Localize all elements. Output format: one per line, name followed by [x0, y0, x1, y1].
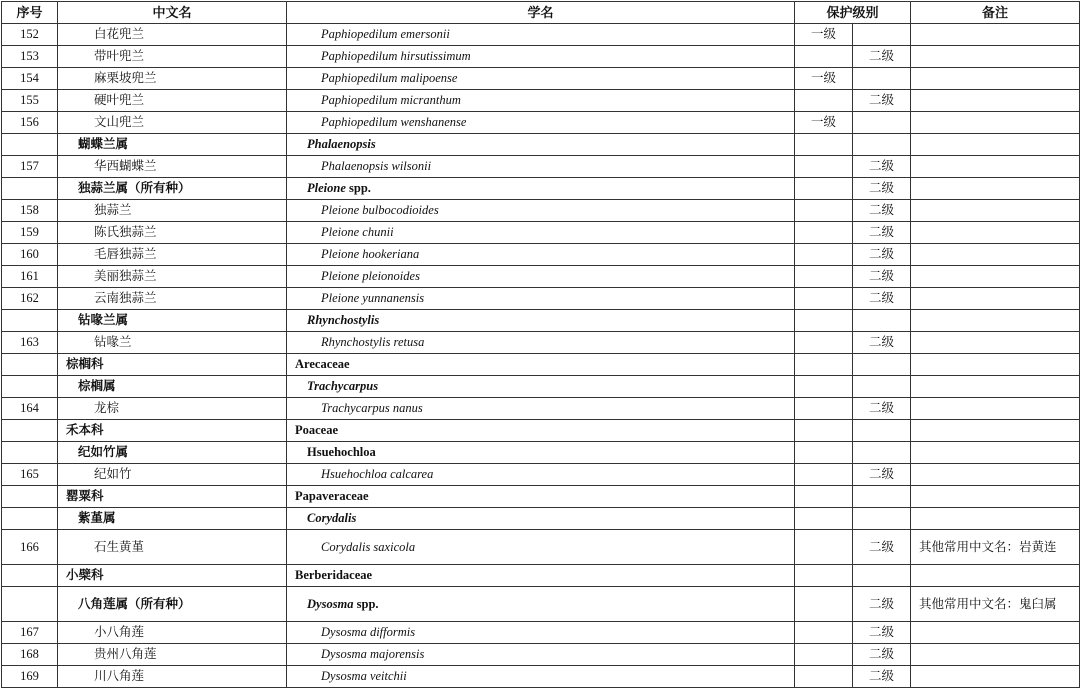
table-row: [2, 46, 1080, 68]
notes: [911, 666, 1080, 688]
protection-level-2: [853, 376, 911, 398]
chinese-name: 棕榈科: [58, 354, 287, 376]
protection-level-2: 二级: [853, 178, 911, 200]
protection-level-2: 二级: [853, 530, 911, 565]
protection-level-2: 二级: [853, 46, 911, 68]
chinese-name: 文山兜兰: [58, 112, 287, 134]
family-row: [2, 565, 1080, 587]
scientific-name-text: Pleione pleionoides: [321, 269, 420, 283]
protection-level-1: [795, 156, 853, 178]
row-number: 162: [2, 288, 58, 310]
protection-level-2: [853, 310, 911, 332]
scientific-name: [287, 622, 795, 644]
chinese-name: 禾本科: [58, 420, 287, 442]
scientific-name-text: Berberidaceae: [295, 568, 373, 582]
chinese-name: 龙棕: [58, 398, 287, 420]
notes: [911, 288, 1080, 310]
table-row: [2, 530, 1080, 565]
protection-level-1: 一级: [795, 112, 853, 134]
header-scientific-name: 学名: [287, 2, 795, 24]
protection-level-1: [795, 420, 853, 442]
protection-level-1: [795, 46, 853, 68]
table-row: [2, 644, 1080, 666]
scientific-name: [287, 398, 795, 420]
scientific-name: [287, 24, 795, 46]
scientific-name: [287, 508, 795, 530]
scientific-name: [287, 376, 795, 398]
chinese-name: 小八角莲: [58, 622, 287, 644]
scientific-name-text: Trachycarpus: [307, 379, 379, 393]
protection-level-2: 二级: [853, 222, 911, 244]
protection-level-1: 一级: [795, 68, 853, 90]
chinese-name: 八角莲属（所有种）: [58, 587, 287, 622]
protection-level-2: [853, 354, 911, 376]
row-number: [2, 178, 58, 200]
protection-level-1: [795, 398, 853, 420]
scientific-name: [287, 266, 795, 288]
notes: [911, 222, 1080, 244]
protection-level-2: [853, 68, 911, 90]
row-number: [2, 442, 58, 464]
scientific-name-suffix: spp.: [353, 596, 379, 611]
chinese-name: 独蒜兰属（所有种）: [58, 178, 287, 200]
chinese-name: 带叶兜兰: [58, 46, 287, 68]
chinese-name: 白花兜兰: [58, 24, 287, 46]
genus-row: [2, 178, 1080, 200]
protection-level-2: 二级: [853, 622, 911, 644]
protection-level-2: [853, 112, 911, 134]
scientific-name: [287, 332, 795, 354]
genus-row: [2, 310, 1080, 332]
protection-level-1: [795, 178, 853, 200]
scientific-name-text: Dysosma: [307, 596, 354, 611]
chinese-name: 毛唇独蒜兰: [58, 244, 287, 266]
protection-level-1: [795, 587, 853, 622]
chinese-name: 钻喙兰属: [58, 310, 287, 332]
chinese-name: 纪如竹: [58, 464, 287, 486]
protected-species-table: [1, 1, 1080, 688]
scientific-name-text: Paphiopedilum wenshanense: [321, 115, 467, 129]
chinese-name: 麻栗坡兜兰: [58, 68, 287, 90]
scientific-name-text: Pleione yunnanensis: [321, 291, 425, 305]
scientific-name-text: Hsuehochloa calcarea: [321, 467, 434, 481]
chinese-name: 川八角莲: [58, 666, 287, 688]
notes: [911, 68, 1080, 90]
row-number: [2, 486, 58, 508]
scientific-name: [287, 68, 795, 90]
protection-level-1: [795, 644, 853, 666]
chinese-name: 纪如竹属: [58, 442, 287, 464]
row-number: 161: [2, 266, 58, 288]
header-chinese-name: 中文名: [58, 2, 287, 24]
row-number: 156: [2, 112, 58, 134]
scientific-name: [287, 666, 795, 688]
scientific-name-text: Poaceae: [295, 423, 339, 437]
notes: [911, 464, 1080, 486]
chinese-name: 华西蝴蝶兰: [58, 156, 287, 178]
protection-level-2: 二级: [853, 288, 911, 310]
protection-level-1: [795, 530, 853, 565]
protection-level-1: [795, 266, 853, 288]
notes: [911, 156, 1080, 178]
row-number: [2, 376, 58, 398]
scientific-name: [287, 354, 795, 376]
scientific-name: [287, 442, 795, 464]
scientific-name-text: Trachycarpus nanus: [321, 401, 423, 415]
chinese-name: 美丽独蒜兰: [58, 266, 287, 288]
notes: [911, 420, 1080, 442]
protection-level-1: [795, 622, 853, 644]
protection-level-2: 二级: [853, 200, 911, 222]
table-row: [2, 112, 1080, 134]
protection-level-2: 二级: [853, 156, 911, 178]
scientific-name-text: Hsuehochloa: [307, 445, 376, 459]
protection-level-2: [853, 565, 911, 587]
scientific-name-text: Paphiopedilum emersonii: [321, 27, 450, 41]
table-row: [2, 666, 1080, 688]
scientific-name-text: Paphiopedilum malipoense: [321, 71, 458, 85]
table-row: [2, 266, 1080, 288]
scientific-name: [287, 486, 795, 508]
scientific-name-text: Pleione bulbocodioides: [321, 203, 439, 217]
genus-row: [2, 587, 1080, 622]
table-row: [2, 90, 1080, 112]
table-header-row: [2, 2, 1080, 24]
scientific-name: [287, 90, 795, 112]
protection-level-1: [795, 486, 853, 508]
protection-level-2: [853, 486, 911, 508]
row-number: 168: [2, 644, 58, 666]
notes: [911, 178, 1080, 200]
protection-level-2: 二级: [853, 398, 911, 420]
protection-level-2: [853, 508, 911, 530]
notes: 其他常用中文名：鬼臼属: [911, 587, 1080, 622]
row-number: [2, 420, 58, 442]
notes: [911, 244, 1080, 266]
row-number: [2, 565, 58, 587]
notes: [911, 200, 1080, 222]
notes: [911, 354, 1080, 376]
scientific-name-text: Paphiopedilum hirsutissimum: [321, 49, 471, 63]
protection-level-2: 二级: [853, 644, 911, 666]
protection-level-2: 二级: [853, 266, 911, 288]
row-number: 157: [2, 156, 58, 178]
scientific-name-text: Corydalis saxicola: [321, 539, 416, 554]
notes: [911, 442, 1080, 464]
table-row: [2, 24, 1080, 46]
scientific-name: [287, 178, 795, 200]
row-number: 164: [2, 398, 58, 420]
row-number: [2, 587, 58, 622]
scientific-name: [287, 156, 795, 178]
row-number: 166: [2, 530, 58, 565]
header-protection-level: 保护级别: [795, 2, 911, 24]
chinese-name: 贵州八角莲: [58, 644, 287, 666]
row-number: 153: [2, 46, 58, 68]
protection-level-1: [795, 354, 853, 376]
family-row: [2, 420, 1080, 442]
chinese-name: 独蒜兰: [58, 200, 287, 222]
scientific-name-text: Pleione: [307, 181, 346, 195]
scientific-name-text: Dysosma majorensis: [321, 647, 425, 661]
scientific-name-text: Rhynchostylis: [307, 313, 380, 327]
scientific-name: [287, 134, 795, 156]
row-number: [2, 508, 58, 530]
row-number: 163: [2, 332, 58, 354]
notes: [911, 24, 1080, 46]
protection-level-2: 二级: [853, 666, 911, 688]
family-row: [2, 354, 1080, 376]
row-number: 159: [2, 222, 58, 244]
protection-level-1: [795, 565, 853, 587]
protection-level-2: 二级: [853, 244, 911, 266]
row-number: [2, 310, 58, 332]
notes: [911, 644, 1080, 666]
notes: [911, 90, 1080, 112]
protection-level-1: [795, 90, 853, 112]
protection-level-1: [795, 200, 853, 222]
notes: [911, 46, 1080, 68]
chinese-name: 钻喙兰: [58, 332, 287, 354]
scientific-name-text: Dysosma veitchii: [321, 669, 407, 683]
protection-level-1: [795, 376, 853, 398]
scientific-name: [287, 530, 795, 565]
genus-row: [2, 442, 1080, 464]
table-row: [2, 288, 1080, 310]
scientific-name: [287, 644, 795, 666]
notes: [911, 622, 1080, 644]
scientific-name: [287, 112, 795, 134]
notes: [911, 376, 1080, 398]
scientific-name-text: Arecaceae: [295, 357, 350, 371]
scientific-name: [287, 587, 795, 622]
scientific-name-text: Pleione chunii: [321, 225, 394, 239]
row-number: [2, 354, 58, 376]
scientific-name: [287, 288, 795, 310]
scientific-name: [287, 222, 795, 244]
scientific-name-text: Dysosma difformis: [321, 625, 416, 639]
notes: 其他常用中文名：岩黄连: [911, 530, 1080, 565]
header-notes: 备注: [911, 2, 1080, 24]
table-row: [2, 200, 1080, 222]
protection-level-2: [853, 420, 911, 442]
chinese-name: 罂粟科: [58, 486, 287, 508]
scientific-name-text: Rhynchostylis retusa: [321, 335, 425, 349]
table-row: [2, 244, 1080, 266]
notes: [911, 310, 1080, 332]
row-number: [2, 134, 58, 156]
scientific-name: [287, 464, 795, 486]
protection-level-2: 二级: [853, 90, 911, 112]
scientific-name: [287, 46, 795, 68]
row-number: 154: [2, 68, 58, 90]
protection-level-1: [795, 244, 853, 266]
scientific-name-text: Pleione hookeriana: [321, 247, 420, 261]
table-row: [2, 222, 1080, 244]
genus-row: [2, 134, 1080, 156]
notes: [911, 266, 1080, 288]
table-row: [2, 464, 1080, 486]
chinese-name: 云南独蒜兰: [58, 288, 287, 310]
row-number: 165: [2, 464, 58, 486]
genus-row: [2, 376, 1080, 398]
scientific-name: [287, 565, 795, 587]
protection-level-2: 二级: [853, 332, 911, 354]
table-row: [2, 622, 1080, 644]
protection-level-1: [795, 442, 853, 464]
row-number: 160: [2, 244, 58, 266]
row-number: 167: [2, 622, 58, 644]
chinese-name: 棕榈属: [58, 376, 287, 398]
protection-level-1: [795, 222, 853, 244]
genus-row: [2, 508, 1080, 530]
header-no: 序号: [2, 2, 58, 24]
protection-level-1: [795, 508, 853, 530]
table-row: [2, 68, 1080, 90]
notes: [911, 486, 1080, 508]
chinese-name: 石生黄堇: [58, 530, 287, 565]
protection-level-1: [795, 332, 853, 354]
row-number: 152: [2, 24, 58, 46]
scientific-name: [287, 310, 795, 332]
protection-level-2: [853, 442, 911, 464]
notes: [911, 112, 1080, 134]
notes: [911, 398, 1080, 420]
notes: [911, 134, 1080, 156]
protection-level-1: [795, 310, 853, 332]
table-row: [2, 332, 1080, 354]
notes: [911, 565, 1080, 587]
notes: [911, 508, 1080, 530]
protection-level-2: [853, 24, 911, 46]
protection-level-1: [795, 666, 853, 688]
chinese-name: 硬叶兜兰: [58, 90, 287, 112]
chinese-name: 小檗科: [58, 565, 287, 587]
scientific-name-text: Phalaenopsis wilsonii: [321, 159, 432, 173]
scientific-name-text: Paphiopedilum micranthum: [321, 93, 461, 107]
chinese-name: 蝴蝶兰属: [58, 134, 287, 156]
scientific-name-text: Papaveraceae: [295, 489, 369, 503]
protection-level-1: [795, 464, 853, 486]
protection-level-1: [795, 288, 853, 310]
protection-level-2: [853, 134, 911, 156]
row-number: 158: [2, 200, 58, 222]
table-row: [2, 156, 1080, 178]
scientific-name-suffix: spp.: [345, 181, 371, 195]
scientific-name: [287, 420, 795, 442]
protection-level-2: 二级: [853, 464, 911, 486]
scientific-name: [287, 200, 795, 222]
family-row: [2, 486, 1080, 508]
scientific-name: [287, 244, 795, 266]
protection-level-2: 二级: [853, 587, 911, 622]
scientific-name-text: Corydalis: [307, 511, 357, 525]
table-row: [2, 398, 1080, 420]
row-number: 169: [2, 666, 58, 688]
protection-level-1: [795, 134, 853, 156]
row-number: 155: [2, 90, 58, 112]
chinese-name: 紫堇属: [58, 508, 287, 530]
chinese-name: 陈氏独蒜兰: [58, 222, 287, 244]
notes: [911, 332, 1080, 354]
protection-level-1: 一级: [795, 24, 853, 46]
scientific-name-text: Phalaenopsis: [307, 137, 376, 151]
